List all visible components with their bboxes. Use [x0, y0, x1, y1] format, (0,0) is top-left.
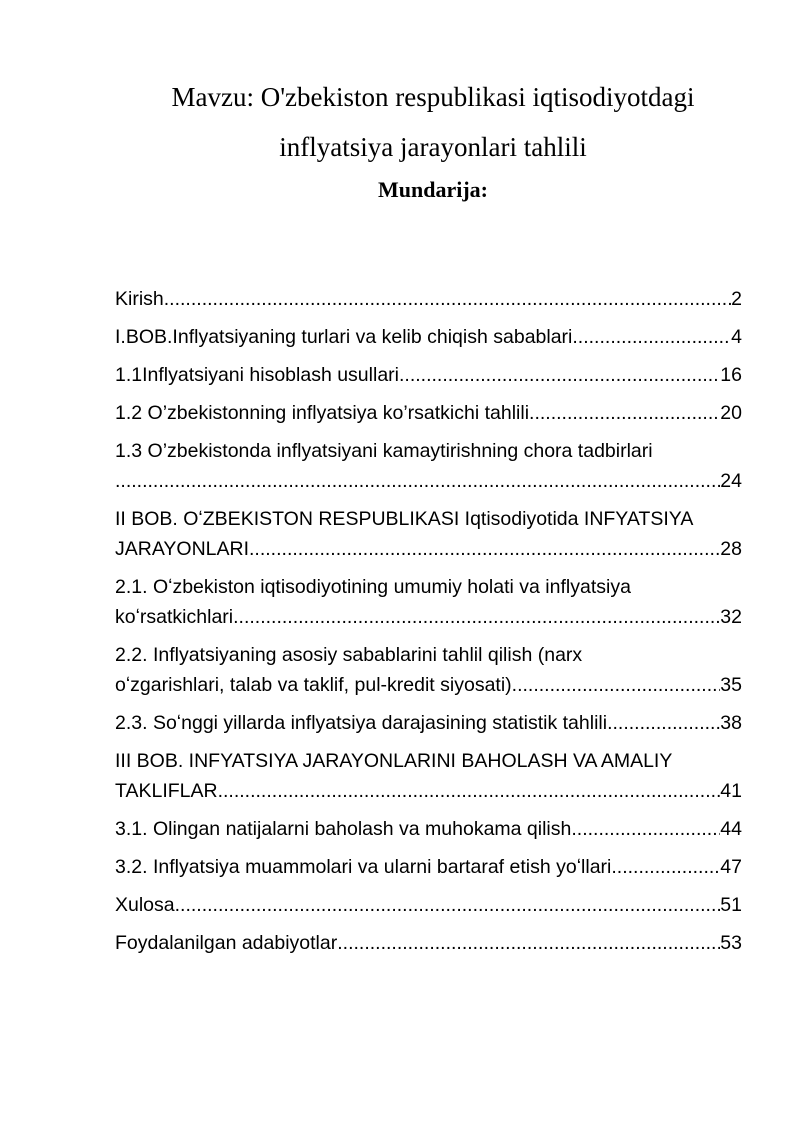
toc-entry-line	[115, 602, 742, 632]
toc-entry[interactable]	[115, 360, 742, 390]
toc-entry[interactable]	[115, 890, 742, 920]
toc-dot-leader	[607, 708, 720, 738]
toc-page-number: 4	[731, 326, 742, 348]
toc-entry[interactable]	[115, 322, 742, 352]
toc-entry-line	[115, 814, 742, 844]
document-title	[0, 72, 800, 172]
title-line-2: inflyatsiya jarayonlari tahlili	[279, 132, 587, 162]
toc-dot-leader	[571, 814, 720, 844]
toc-entry[interactable]	[115, 572, 742, 632]
toc-entry-text: 1.3 O’zbekistonda inflyatsiyani kamaytirishning chora tadbirlari	[115, 440, 653, 462]
toc-dot-leader	[218, 776, 721, 806]
toc-page-number: 2	[731, 288, 742, 310]
toc-entry-line	[115, 534, 742, 564]
toc-dot-leader	[611, 852, 720, 882]
table-of-contents-heading: Mundarija:	[378, 177, 488, 202]
toc-entry[interactable]	[115, 928, 742, 958]
toc-entry-text: Xulosa	[115, 894, 175, 916]
toc-entry[interactable]	[115, 640, 742, 700]
toc-entry[interactable]	[115, 746, 742, 806]
toc-entry-text: 2.3. Soʻnggi yillarda inflyatsiya darajasining statistik tahlili	[115, 712, 608, 734]
toc-entry-text: Kirish	[115, 288, 164, 310]
toc-entry-line	[115, 398, 742, 428]
toc-entry-text: 1.1Inflyatsiyani hisoblash usullari	[115, 364, 399, 386]
toc-entry-line	[115, 360, 742, 390]
toc-entry-line	[115, 284, 742, 314]
toc-entry-text: 2.2. Inflyatsiyaning asosiy sabablarini tahlil qilish (narx	[115, 644, 583, 666]
toc-entry[interactable]	[115, 852, 742, 882]
toc-entry-line	[115, 708, 742, 738]
toc-entry-text: TAKLIFLAR	[115, 780, 218, 802]
toc-entry[interactable]	[115, 504, 742, 564]
toc-page-number: 28	[720, 538, 742, 560]
toc-page-number: 32	[720, 606, 742, 628]
toc-entry-text: JARAYONLARI	[115, 538, 250, 560]
toc-dot-leader	[175, 890, 721, 920]
toc-page-number: 41	[720, 780, 742, 802]
toc-entry[interactable]	[115, 436, 742, 496]
toc-entry-text: I.BOB.Inflyatsiyaning turlari va kelib chiqish sabablari	[115, 326, 573, 348]
toc-dot-leader	[337, 928, 720, 958]
toc-page-number: 51	[720, 894, 742, 916]
toc-entry[interactable]	[115, 284, 742, 314]
table-of-contents	[115, 284, 742, 966]
toc-dot-leader	[572, 322, 731, 352]
toc-page-number: 38	[720, 712, 742, 734]
toc-dot-leader	[115, 466, 720, 496]
toc-entry-text: 3.2. Inflyatsiya muammolari va ularni bartaraf etish yoʻllari	[115, 856, 612, 878]
toc-entry-text: 2.1. Oʻzbekiston iqtisodiyotining umumiy holati va inflyatsiya	[115, 576, 631, 598]
toc-page-number: 44	[720, 818, 742, 840]
toc-entry-line	[115, 670, 742, 700]
toc-entry-text: II BOB. OʻZBEKISTON RESPUBLIKASI Iqtisodiyotida INFYATSIYA	[115, 508, 694, 530]
toc-dot-leader	[164, 284, 731, 314]
toc-entry-line	[115, 776, 742, 806]
toc-page-number: 24	[720, 470, 742, 492]
toc-entry-line	[115, 466, 742, 496]
toc-entry-text: 3.1. Olingan natijalarni baholash va muhokama qilish	[115, 818, 572, 840]
toc-page-number: 20	[720, 402, 742, 424]
toc-dot-leader	[249, 534, 720, 564]
toc-dot-leader	[233, 602, 720, 632]
toc-entry-text: Foydalanilgan adabiyotlar	[115, 932, 338, 954]
toc-dot-leader	[399, 360, 720, 390]
toc-entry-line	[115, 852, 742, 882]
toc-entry-line	[115, 322, 742, 352]
toc-entry-text: 1.2 O’zbekistonning inflyatsiya ko’rsatkichi tahlili	[115, 402, 530, 424]
toc-entry-text: III BOB. INFYATSIYA JARAYONLARINI BAHOLASH VA AMALIY	[115, 750, 673, 772]
toc-page-number: 16	[720, 364, 742, 386]
toc-page-number: 53	[720, 932, 742, 954]
toc-entry-text: koʻrsatkichlari	[115, 606, 234, 628]
toc-entry[interactable]	[115, 814, 742, 844]
toc-dot-leader	[512, 670, 721, 700]
toc-entry-text: oʻzgarishlari, talab va taklif, pul-kredit siyosati)	[115, 674, 512, 696]
toc-entry[interactable]	[115, 398, 742, 428]
toc-page-number: 47	[720, 856, 742, 878]
toc-entry-line	[115, 928, 742, 958]
toc-page-number: 35	[720, 674, 742, 696]
toc-dot-leader	[529, 398, 720, 428]
title-line-1: Mavzu: O'zbekiston respublikasi iqtisodiyotdagi	[171, 82, 695, 112]
toc-entry[interactable]	[115, 708, 742, 738]
toc-entry-line	[115, 890, 742, 920]
